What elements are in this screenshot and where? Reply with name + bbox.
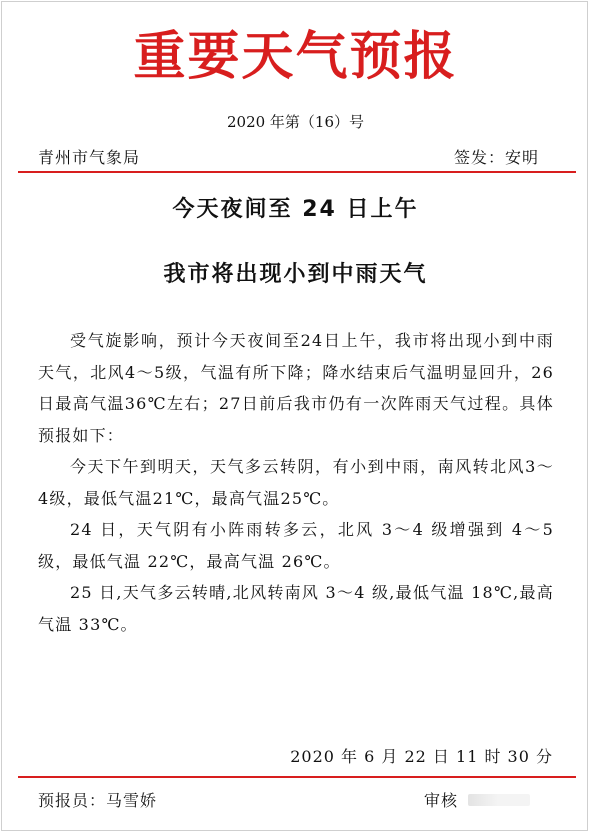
watermark (468, 794, 530, 806)
forecast-paragraph-24th: 24 日，天气阴有小阵雨转多云，北风 3～4 级增强到 4～5 级，最低气温 22℃，最高气温 26℃。 (38, 520, 554, 571)
issued-time: 2020 年 6 月 22 日 11 时 30 分 (290, 747, 553, 766)
signer: 签发：安明 (453, 148, 539, 167)
forecast-paragraph-overview: 受气旋影响，预计今天夜间至24日上午，我市将出现小到中雨天气，北风4～5级，气温有所下降；降水结束后气温明显回升，26日最高气温36℃左右；27日前后我市仍有一次阵雨天气过程。具体预报如下： (38, 331, 554, 445)
issuer: 青州市气象局 (38, 148, 141, 167)
footer-divider (18, 776, 576, 778)
forecaster: 预报员：马雪娇 (38, 791, 158, 810)
issue-number: 2020 年第（16）号 (226, 113, 365, 131)
forecast-paragraph-25th: 25 日,天气多云转晴,北风转南风 3～4 级,最低气温 18℃,最高气温 33℃。 (38, 583, 554, 634)
forecast-body (38, 325, 554, 640)
headline-summary: 我市将出现小到中雨天气 (163, 262, 428, 287)
headline-time-range: 今天夜间至 24 日上午 (172, 197, 419, 222)
reviewer: 审核 (424, 791, 459, 810)
forecast-paragraph-today: 今天下午到明天，天气多云转阴，有小到中雨，南风转北风3～4级，最低气温21℃，最高气温25℃。 (38, 457, 554, 508)
header-divider (18, 171, 576, 173)
masthead-title: 重要天气预报 (133, 26, 458, 87)
